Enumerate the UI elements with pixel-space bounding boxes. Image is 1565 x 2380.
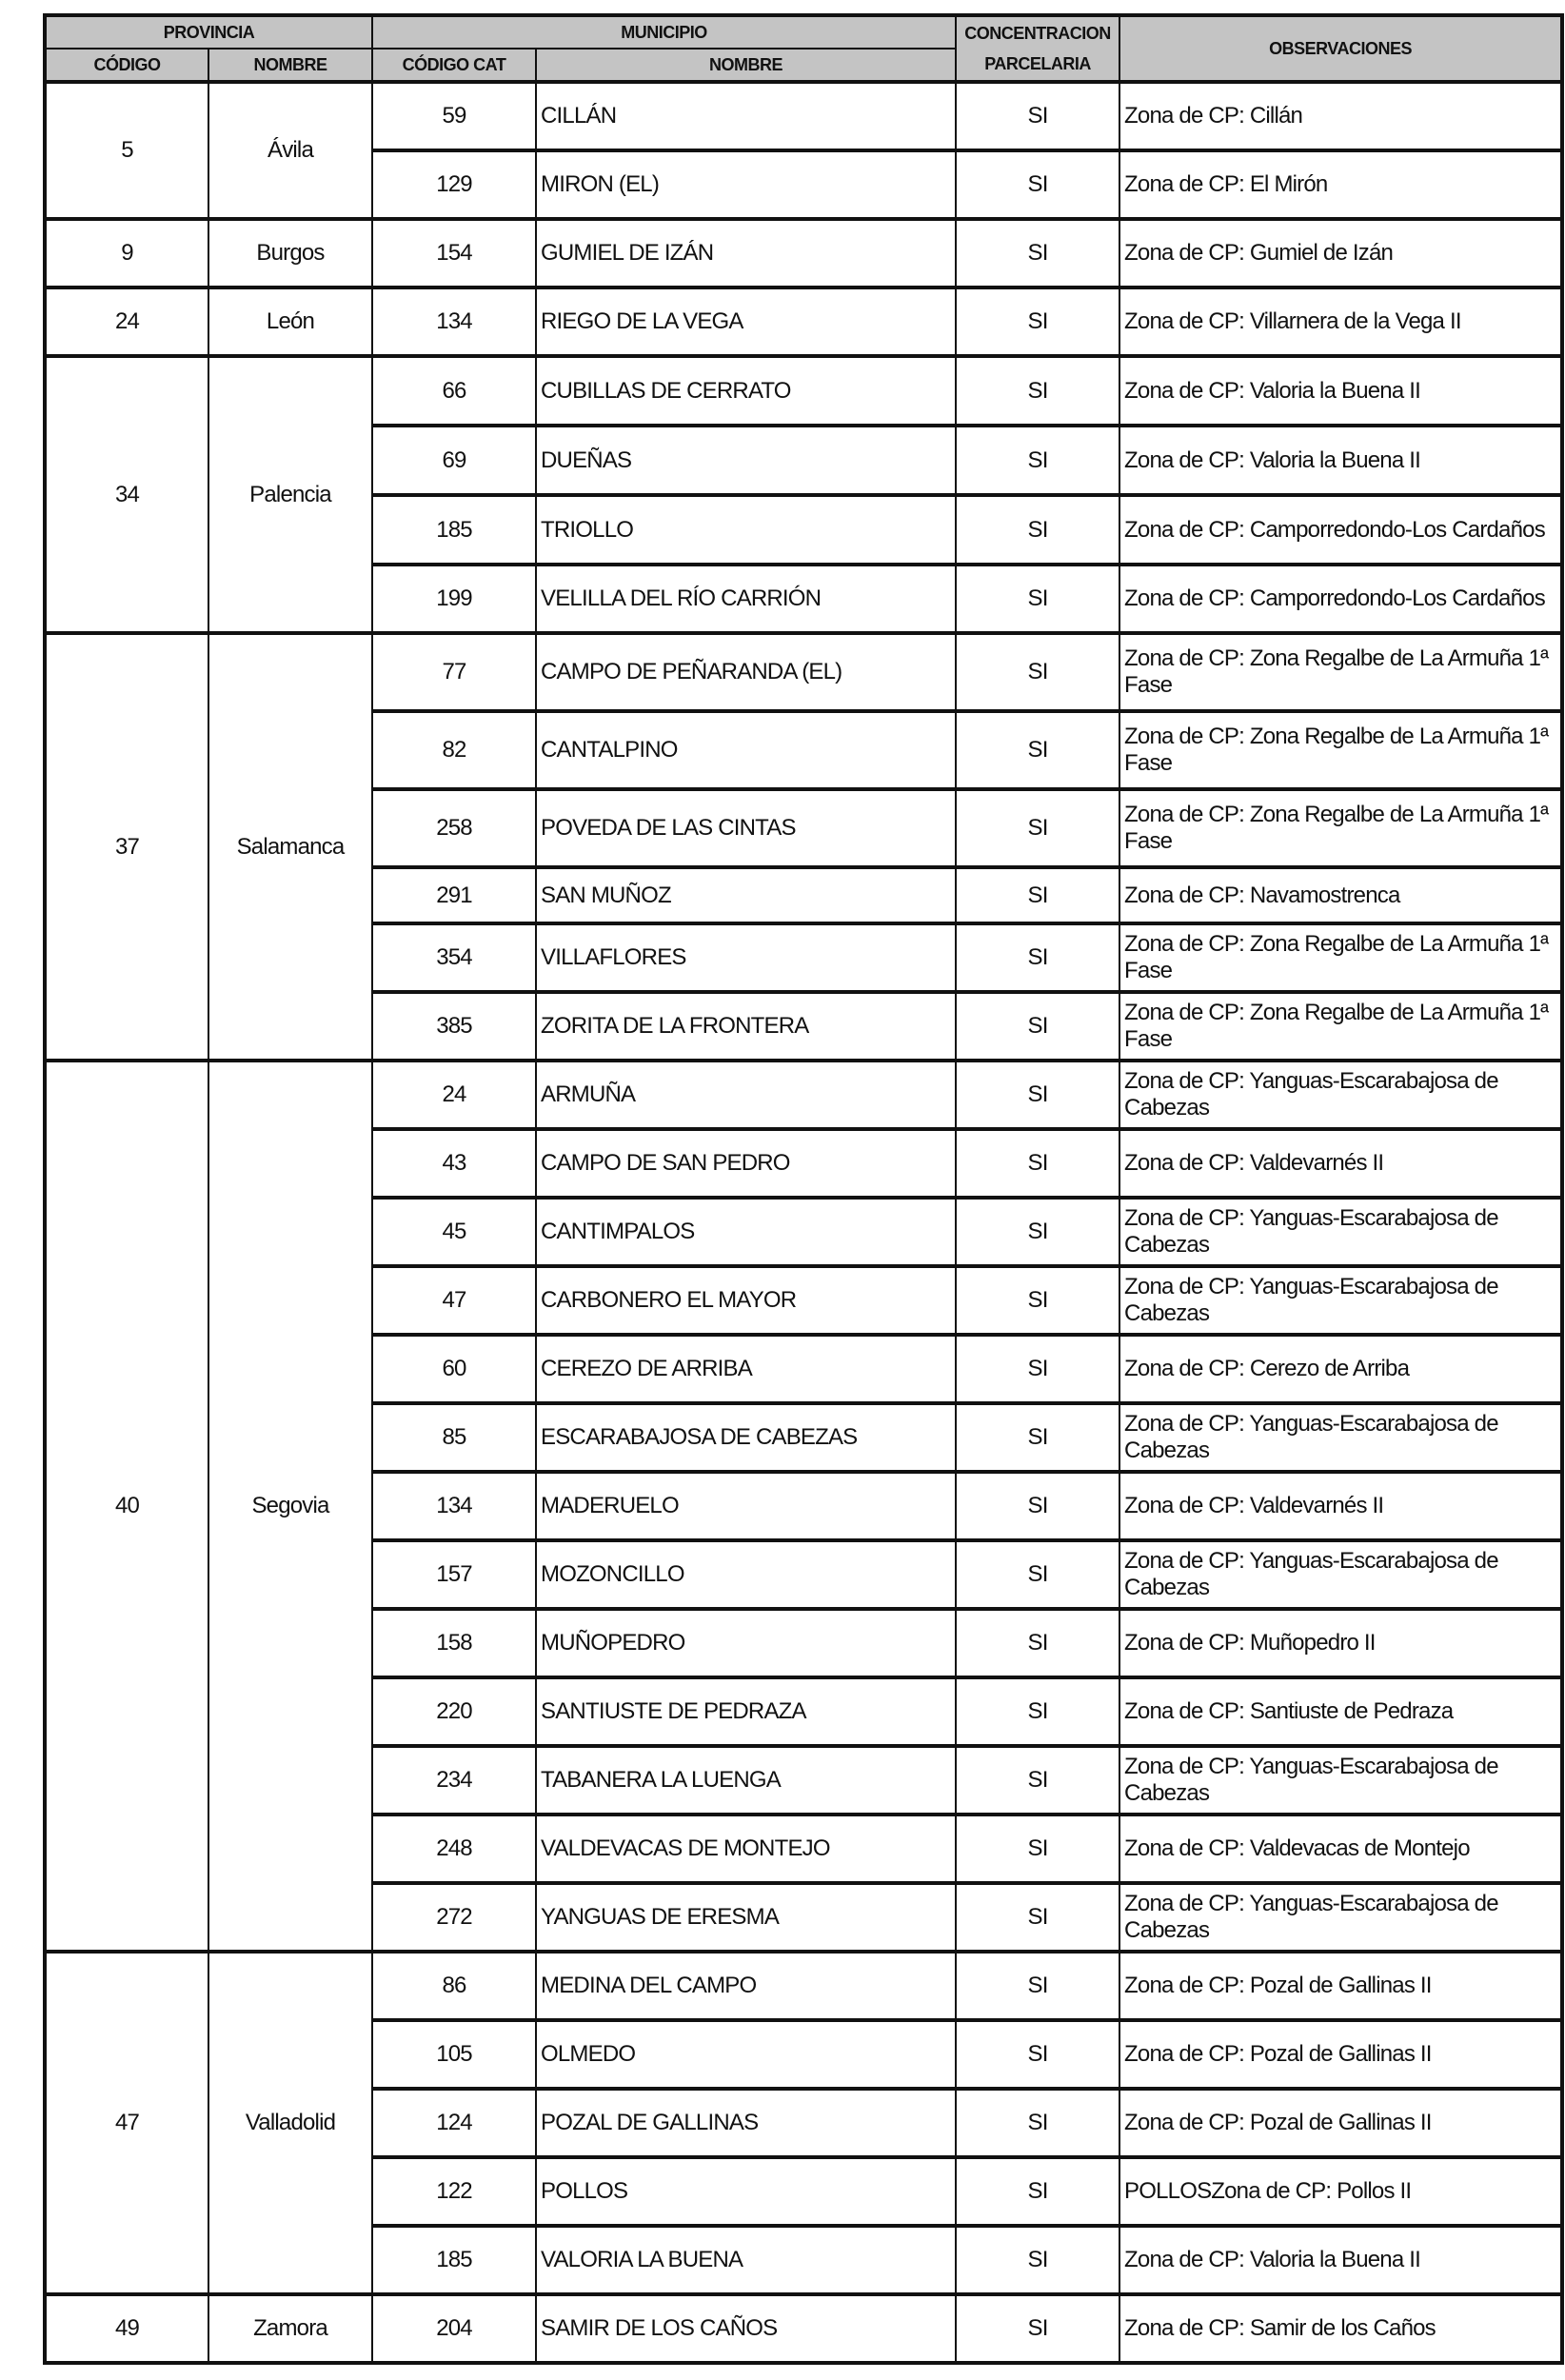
observaciones-cell: Zona de CP: Yanguas-Escarabajosa de Cabezas	[1119, 1746, 1562, 1815]
municipio-codigo-cat-cell: 385	[372, 992, 536, 1061]
municipio-nombre-cell: CAMPO DE SAN PEDRO	[536, 1129, 956, 1198]
provincia-nombre-cell: Burgos	[208, 219, 372, 288]
provincia-group	[45, 2294, 1562, 2363]
concentracion-parcelaria-cell: SI	[956, 1472, 1119, 1540]
observaciones-cell: Zona de CP: El Mirón	[1119, 150, 1562, 219]
municipio-nombre-cell: ARMUÑA	[536, 1061, 956, 1129]
concentracion-parcelaria-cell: SI	[956, 2157, 1119, 2226]
observaciones-cell: Zona de CP: Gumiel de Izán	[1119, 219, 1562, 288]
municipio-codigo-cat-cell: 158	[372, 1609, 536, 1677]
observaciones-cell: Zona de CP: Pozal de Gallinas II	[1119, 1952, 1562, 2020]
municipio-codigo-cat-cell: 66	[372, 356, 536, 426]
municipio-nombre-cell: CILLÁN	[536, 82, 956, 150]
municipio-nombre-cell: CEREZO DE ARRIBA	[536, 1335, 956, 1403]
observaciones-cell: Zona de CP: Valoria la Buena II	[1119, 426, 1562, 495]
provincia-group	[45, 288, 1562, 356]
header-row-groups	[45, 15, 1562, 49]
header-concentracion-parcelaria	[956, 15, 1119, 82]
concentracion-parcelaria-cell: SI	[956, 495, 1119, 565]
concentracion-parcelaria-cell: SI	[956, 82, 1119, 150]
table-row	[45, 1952, 1562, 2020]
municipio-nombre-cell: VILLAFLORES	[536, 923, 956, 992]
observaciones-cell: Zona de CP: Yanguas-Escarabajosa de Cabezas	[1119, 1883, 1562, 1952]
concentracion-parcelaria-cell: SI	[956, 1198, 1119, 1266]
municipio-codigo-cat-cell: 86	[372, 1952, 536, 2020]
provincia-codigo-cell: 24	[45, 288, 208, 356]
observaciones-cell: Zona de CP: Navamostrenca	[1119, 867, 1562, 923]
municipio-nombre-cell: GUMIEL DE IZÁN	[536, 219, 956, 288]
concentracion-parcelaria-cell: SI	[956, 426, 1119, 495]
observaciones-cell: Zona de CP: Santiuste de Pedraza	[1119, 1677, 1562, 1746]
concentracion-parcelaria-cell: SI	[956, 711, 1119, 789]
provincia-nombre-cell: Ávila	[208, 82, 372, 219]
municipio-nombre-cell: POZAL DE GALLINAS	[536, 2089, 956, 2157]
concentracion-parcelaria-cell: SI	[956, 2089, 1119, 2157]
observaciones-cell: Zona de CP: Zona Regalbe de La Armuña 1ª Fase	[1119, 923, 1562, 992]
observaciones-cell: Zona de CP: Zona Regalbe de La Armuña 1ª Fase	[1119, 711, 1562, 789]
concentracion-parcelaria-cell: SI	[956, 1952, 1119, 2020]
municipio-codigo-cat-cell: 134	[372, 288, 536, 356]
observaciones-cell: Zona de CP: Valdevacas de Montejo	[1119, 1815, 1562, 1883]
municipio-nombre-cell: ESCARABAJOSA DE CABEZAS	[536, 1403, 956, 1472]
concentracion-parcelaria-cell: SI	[956, 1746, 1119, 1815]
concentracion-parcelaria-cell: SI	[956, 219, 1119, 288]
concentracion-parcelaria-cell: SI	[956, 867, 1119, 923]
header-observaciones: OBSERVACIONES	[1119, 15, 1562, 82]
municipio-codigo-cat-cell: 59	[372, 82, 536, 150]
municipio-nombre-cell: CANTALPINO	[536, 711, 956, 789]
municipio-codigo-cat-cell: 354	[372, 923, 536, 992]
header-provincia: PROVINCIA	[45, 15, 372, 49]
municipio-nombre-cell: MADERUELO	[536, 1472, 956, 1540]
municipio-codigo-cat-cell: 272	[372, 1883, 536, 1952]
header-municipio-codigo-cat: CÓDIGO CAT	[372, 49, 536, 82]
observaciones-cell: Zona de CP: Valdevarnés II	[1119, 1472, 1562, 1540]
header-municipio-nombre: NOMBRE	[536, 49, 956, 82]
concentracion-parcelaria-table-wrapper	[43, 13, 1560, 2365]
municipio-nombre-cell: CUBILLAS DE CERRATO	[536, 356, 956, 426]
observaciones-cell: Zona de CP: Samir de los Caños	[1119, 2294, 1562, 2363]
header-municipio: MUNICIPIO	[372, 15, 956, 49]
municipio-nombre-cell: VALDEVACAS DE MONTEJO	[536, 1815, 956, 1883]
municipio-codigo-cat-cell: 69	[372, 426, 536, 495]
provincia-codigo-cell: 49	[45, 2294, 208, 2363]
header-concentracion-line2: PARCELARIA	[984, 54, 1091, 73]
municipio-nombre-cell: SANTIUSTE DE PEDRAZA	[536, 1677, 956, 1746]
concentracion-parcelaria-cell: SI	[956, 1403, 1119, 1472]
concentracion-parcelaria-cell: SI	[956, 1129, 1119, 1198]
observaciones-cell: Zona de CP: Zona Regalbe de La Armuña 1ª Fase	[1119, 633, 1562, 711]
municipio-nombre-cell: MIRON (EL)	[536, 150, 956, 219]
municipio-codigo-cat-cell: 248	[372, 1815, 536, 1883]
municipio-codigo-cat-cell: 134	[372, 1472, 536, 1540]
table-row	[45, 82, 1562, 150]
municipio-nombre-cell: DUEÑAS	[536, 426, 956, 495]
header-concentracion-line1: CONCENTRACION	[964, 24, 1111, 43]
provincia-group	[45, 219, 1562, 288]
municipio-nombre-cell: MEDINA DEL CAMPO	[536, 1952, 956, 2020]
concentracion-parcelaria-cell: SI	[956, 1061, 1119, 1129]
municipio-codigo-cat-cell: 291	[372, 867, 536, 923]
provincia-nombre-cell: Salamanca	[208, 633, 372, 1061]
observaciones-cell: Zona de CP: Muñopedro II	[1119, 1609, 1562, 1677]
concentracion-parcelaria-cell: SI	[956, 356, 1119, 426]
concentracion-parcelaria-cell: SI	[956, 789, 1119, 867]
observaciones-cell: Zona de CP: Zona Regalbe de La Armuña 1ª Fase	[1119, 992, 1562, 1061]
municipio-nombre-cell: TRIOLLO	[536, 495, 956, 565]
municipio-nombre-cell: CANTIMPALOS	[536, 1198, 956, 1266]
municipio-nombre-cell: SAMIR DE LOS CAÑOS	[536, 2294, 956, 2363]
municipio-codigo-cat-cell: 43	[372, 1129, 536, 1198]
municipio-nombre-cell: CARBONERO EL MAYOR	[536, 1266, 956, 1335]
observaciones-cell: Zona de CP: Zona Regalbe de La Armuña 1ª Fase	[1119, 789, 1562, 867]
municipio-codigo-cat-cell: 124	[372, 2089, 536, 2157]
municipio-nombre-cell: POLLOS	[536, 2157, 956, 2226]
municipio-codigo-cat-cell: 85	[372, 1403, 536, 1472]
provincia-codigo-cell: 9	[45, 219, 208, 288]
concentracion-parcelaria-table	[43, 13, 1564, 2365]
observaciones-cell: Zona de CP: Cerezo de Arriba	[1119, 1335, 1562, 1403]
provincia-codigo-cell: 5	[45, 82, 208, 219]
provincia-nombre-cell: Valladolid	[208, 1952, 372, 2294]
concentracion-parcelaria-cell: SI	[956, 1677, 1119, 1746]
provincia-codigo-cell: 40	[45, 1061, 208, 1952]
municipio-codigo-cat-cell: 185	[372, 2226, 536, 2294]
municipio-nombre-cell: OLMEDO	[536, 2020, 956, 2089]
municipio-nombre-cell: SAN MUÑOZ	[536, 867, 956, 923]
provincia-group	[45, 82, 1562, 219]
concentracion-parcelaria-cell: SI	[956, 2020, 1119, 2089]
observaciones-cell: Zona de CP: Yanguas-Escarabajosa de Cabezas	[1119, 1540, 1562, 1609]
observaciones-cell: Zona de CP: Villarnera de la Vega II	[1119, 288, 1562, 356]
municipio-codigo-cat-cell: 47	[372, 1266, 536, 1335]
concentracion-parcelaria-cell: SI	[956, 288, 1119, 356]
municipio-codigo-cat-cell: 220	[372, 1677, 536, 1746]
observaciones-cell: Zona de CP: Cillán	[1119, 82, 1562, 150]
concentracion-parcelaria-cell: SI	[956, 633, 1119, 711]
municipio-codigo-cat-cell: 258	[372, 789, 536, 867]
municipio-codigo-cat-cell: 105	[372, 2020, 536, 2089]
table-row	[45, 2294, 1562, 2363]
observaciones-cell: Zona de CP: Valdevarnés II	[1119, 1129, 1562, 1198]
concentracion-parcelaria-cell: SI	[956, 1540, 1119, 1609]
observaciones-cell: Zona de CP: Yanguas-Escarabajosa de Cabezas	[1119, 1403, 1562, 1472]
municipio-nombre-cell: YANGUAS DE ERESMA	[536, 1883, 956, 1952]
municipio-codigo-cat-cell: 129	[372, 150, 536, 219]
municipio-nombre-cell: RIEGO DE LA VEGA	[536, 288, 956, 356]
concentracion-parcelaria-cell: SI	[956, 923, 1119, 992]
municipio-nombre-cell: VALORIA LA BUENA	[536, 2226, 956, 2294]
municipio-codigo-cat-cell: 204	[372, 2294, 536, 2363]
municipio-codigo-cat-cell: 60	[372, 1335, 536, 1403]
concentracion-parcelaria-cell: SI	[956, 992, 1119, 1061]
table-row	[45, 356, 1562, 426]
concentracion-parcelaria-cell: SI	[956, 150, 1119, 219]
provincia-nombre-cell: Zamora	[208, 2294, 372, 2363]
municipio-nombre-cell: VELILLA DEL RÍO CARRIÓN	[536, 565, 956, 633]
concentracion-parcelaria-cell: SI	[956, 1815, 1119, 1883]
header-provincia-codigo: CÓDIGO	[45, 49, 208, 82]
observaciones-cell: Zona de CP: Camporredondo-Los Cardaños	[1119, 495, 1562, 565]
provincia-nombre-cell: Palencia	[208, 356, 372, 633]
provincia-group	[45, 356, 1562, 633]
provincia-group	[45, 1952, 1562, 2294]
municipio-codigo-cat-cell: 157	[372, 1540, 536, 1609]
table-row	[45, 288, 1562, 356]
municipio-codigo-cat-cell: 185	[372, 495, 536, 565]
municipio-codigo-cat-cell: 199	[372, 565, 536, 633]
municipio-codigo-cat-cell: 154	[372, 219, 536, 288]
table-header	[45, 15, 1562, 82]
provincia-codigo-cell: 37	[45, 633, 208, 1061]
municipio-nombre-cell: CAMPO DE PEÑARANDA (EL)	[536, 633, 956, 711]
concentracion-parcelaria-cell: SI	[956, 1883, 1119, 1952]
provincia-codigo-cell: 47	[45, 1952, 208, 2294]
observaciones-cell: Zona de CP: Yanguas-Escarabajosa de Cabezas	[1119, 1198, 1562, 1266]
header-provincia-nombre: NOMBRE	[208, 49, 372, 82]
observaciones-cell: Zona de CP: Yanguas-Escarabajosa de Cabezas	[1119, 1266, 1562, 1335]
municipio-codigo-cat-cell: 24	[372, 1061, 536, 1129]
provincia-nombre-cell: Segovia	[208, 1061, 372, 1952]
municipio-nombre-cell: ZORITA DE LA FRONTERA	[536, 992, 956, 1061]
observaciones-cell: Zona de CP: Camporredondo-Los Cardaños	[1119, 565, 1562, 633]
municipio-nombre-cell: MUÑOPEDRO	[536, 1609, 956, 1677]
municipio-codigo-cat-cell: 77	[372, 633, 536, 711]
municipio-nombre-cell: POVEDA DE LAS CINTAS	[536, 789, 956, 867]
concentracion-parcelaria-cell: SI	[956, 2294, 1119, 2363]
municipio-codigo-cat-cell: 234	[372, 1746, 536, 1815]
observaciones-cell: Zona de CP: Pozal de Gallinas II	[1119, 2020, 1562, 2089]
concentracion-parcelaria-cell: SI	[956, 565, 1119, 633]
concentracion-parcelaria-cell: SI	[956, 1609, 1119, 1677]
municipio-nombre-cell: TABANERA LA LUENGA	[536, 1746, 956, 1815]
observaciones-cell: POLLOSZona de CP: Pollos II	[1119, 2157, 1562, 2226]
provincia-group	[45, 633, 1562, 1061]
concentracion-parcelaria-cell: SI	[956, 1266, 1119, 1335]
table-row	[45, 633, 1562, 711]
municipio-codigo-cat-cell: 45	[372, 1198, 536, 1266]
observaciones-cell: Zona de CP: Valoria la Buena II	[1119, 356, 1562, 426]
provincia-nombre-cell: León	[208, 288, 372, 356]
municipio-codigo-cat-cell: 122	[372, 2157, 536, 2226]
observaciones-cell: Zona de CP: Pozal de Gallinas II	[1119, 2089, 1562, 2157]
table-row	[45, 1061, 1562, 1129]
observaciones-cell: Zona de CP: Yanguas-Escarabajosa de Cabezas	[1119, 1061, 1562, 1129]
provincia-group	[45, 1061, 1562, 1952]
provincia-codigo-cell: 34	[45, 356, 208, 633]
table-row	[45, 219, 1562, 288]
municipio-nombre-cell: MOZONCILLO	[536, 1540, 956, 1609]
concentracion-parcelaria-cell: SI	[956, 2226, 1119, 2294]
concentracion-parcelaria-cell: SI	[956, 1335, 1119, 1403]
municipio-codigo-cat-cell: 82	[372, 711, 536, 789]
observaciones-cell: Zona de CP: Valoria la Buena II	[1119, 2226, 1562, 2294]
